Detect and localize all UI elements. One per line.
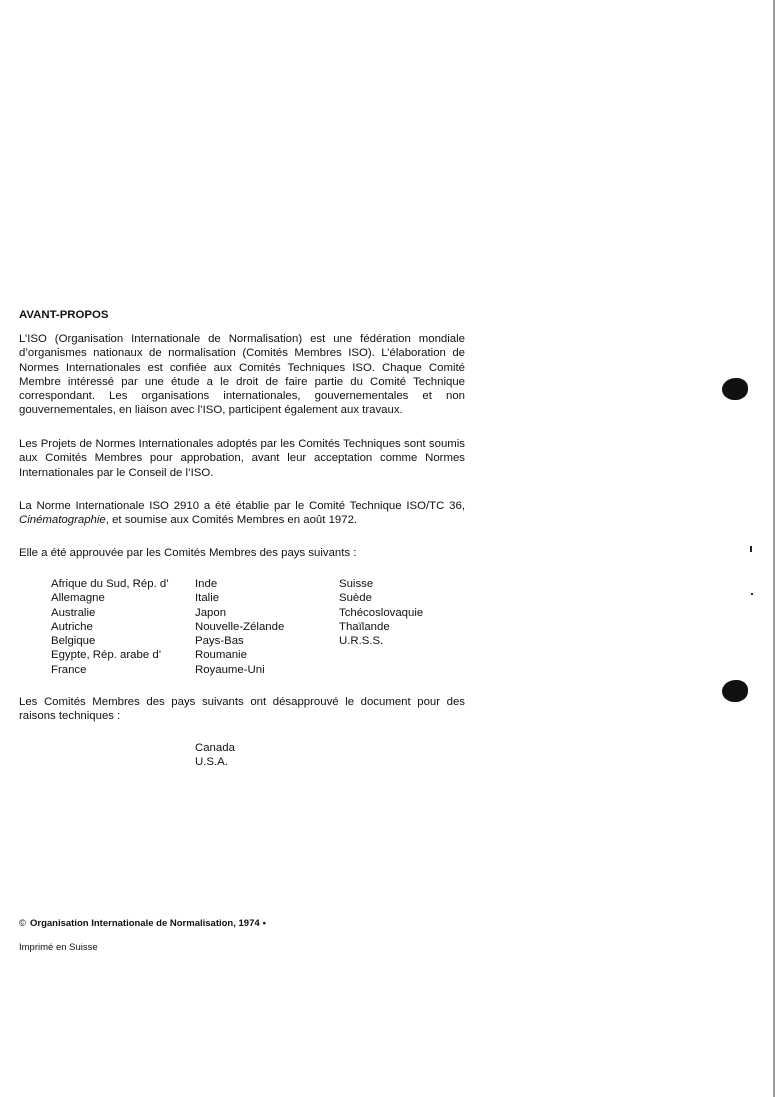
copyright-text: Organisation Internationale de Normalisation, 1974 — [30, 918, 260, 929]
country-item: Autriche — [51, 620, 93, 633]
approved-countries-column-2 — [195, 577, 284, 677]
country-item: Canada — [195, 742, 235, 754]
country-item: Thaïlande — [339, 620, 390, 633]
approved-countries-column-1 — [51, 577, 169, 677]
standard-text-pre: La Norme Internationale ISO 2910 a été établie par le Comité Technique ISO/TC 36, — [19, 500, 465, 512]
country-item: Tchécoslovaquie — [339, 606, 424, 619]
standard-text-post: , et soumise aux Comités Membres en août 1972. — [105, 514, 358, 527]
paragraph-standard — [19, 499, 465, 528]
section-heading: AVANT-PROPOS — [19, 309, 109, 321]
country-item: Suisse — [339, 578, 374, 590]
standard-committee-title: Cinématographie — [19, 514, 106, 527]
copyright-line — [19, 917, 266, 931]
country-item: Allemagne — [51, 592, 105, 605]
paragraph-projects: Les Projets de Normes Internationales adoptés par les Comités Techniques sont soumis aux Comités Membres pour approbation, avant leur acceptation comme Normes Internationales par le Conseil de l’ISO. — [19, 438, 465, 479]
country-item: Suède — [339, 592, 372, 605]
country-item: Nouvelle-Zélande — [195, 620, 285, 633]
printed-in-line: Imprimé en Suisse — [19, 942, 98, 953]
country-item: Egypte, Rép. arabe d’ — [51, 649, 162, 662]
country-item: U.S.A. — [195, 756, 228, 769]
country-item: Japon — [195, 606, 227, 619]
scan-speck — [751, 593, 753, 595]
bullet-mark: • — [262, 918, 266, 929]
paragraph-approved-intro: Elle a été approuvée par les Comités Membres des pays suivants : — [19, 547, 357, 559]
country-item: Roumanie — [195, 649, 247, 662]
approved-countries-column-3 — [339, 577, 423, 648]
country-item: Pays-Bas — [195, 635, 244, 648]
country-item: Belgique — [51, 635, 96, 648]
paragraph-disapproved-intro: Les Comités Membres des pays suivants ont désapprouvé le document pour des raisons techniques : — [19, 696, 465, 723]
country-item: France — [51, 663, 87, 676]
punch-hole-mark — [722, 680, 748, 702]
paragraph-intro: L’ISO (Organisation Internationale de Normalisation) est une fédération mondiale d’organismes nationaux de normalisation (Comités Membres ISO). L’élaboration de Normes Internationales est confiée aux Comités Techniques ISO. Chaque Comité Membre intéressé par une étude a le droit de faire partie du Comité Technique correspondant. Les organisations internationales, gouvernementales et non gouvernementales, en liaison avec l’ISO, participent également aux travaux. — [19, 333, 465, 417]
country-item: Australie — [51, 606, 96, 619]
country-item: Afrique du Sud, Rép. d’ — [51, 578, 169, 590]
country-item: Inde — [195, 578, 218, 590]
punch-hole-mark — [722, 378, 748, 400]
copyright-symbol: © — [19, 918, 26, 929]
disapproved-countries-list — [195, 741, 235, 770]
country-item: Italie — [195, 592, 220, 605]
country-item: Royaume-Uni — [195, 663, 265, 676]
scan-speck — [750, 546, 752, 552]
country-item: U.R.S.S. — [339, 635, 384, 648]
